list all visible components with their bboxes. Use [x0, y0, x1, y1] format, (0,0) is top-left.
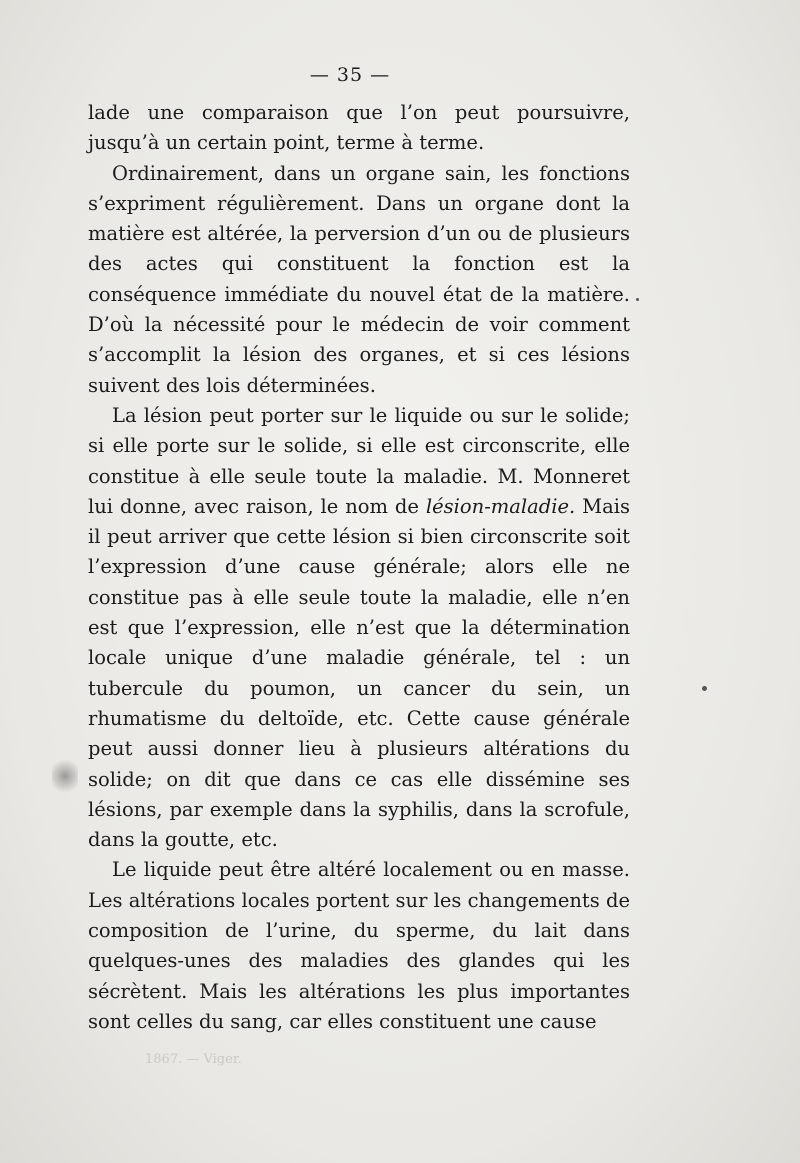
- ink-smudge: [52, 756, 78, 796]
- paragraph-3-start: La lésion peut porter sur le liquide ou sur le solide; si elle porte sur le solide, si elle est circonscrite, elle constitue à elle seule toute la maladie. M. Monneret lui donne, avec raison, le nom de: [88, 403, 630, 518]
- paragraph-4: Le liquide peut être altéré localement ou en masse. Les altérations locales portent sur les changements de composition de l’urine, du sperme, du lait dans quelques-unes des maladies des glandes qui les sécrètent. Mais les altérations les plus importantes sont celles du sang, car elles constituent une cause: [88, 858, 630, 1033]
- paragraph-3-end: Mais il peut arriver que cette lésion si bien circonscrite soit l’expression d’une cause générale; alors elle ne constitue pas à elle seule toute la maladie, elle n’en est que l’expression, elle n’est que la détermination locale unique d’une maladie générale, tel : un tubercule du poumon, un cancer du sein, un rhumatisme du deltoïde, etc. Cette cause générale peut aussi donner lieu à plusieurs altérations du solide; on dit que dans ce cas elle dissémine ses lésions, par exemple dans la syphilis, dans la scrofule, dans la goutte, etc.: [88, 494, 630, 852]
- body-text: [88, 98, 630, 1037]
- ink-speck: [636, 298, 639, 301]
- paragraph-2: Ordinairement, dans un organe sain, les fonctions s’expriment régulièrement. Dans un organe dont la matière est altérée, la perversion d’un ou de plusieurs des actes qui constituent la fonction est la conséquence immédiate du nouvel état de la matière. D’où la nécessité pour le médecin de voir comment s’accomplit la lésion des organes, et si ces lésions suivent des lois déterminées.: [88, 161, 630, 397]
- page-number: — 35 —: [309, 64, 391, 86]
- italic-term: lésion-maladie.: [425, 494, 576, 518]
- footer-signature: 1867. — Viger.: [145, 1052, 242, 1067]
- paragraph-1: lade une comparaison que l’on peut poursuivre, jusqu’à un certain point, terme à terme.: [88, 101, 630, 155]
- ink-speck: [702, 686, 707, 691]
- paragraph-3: [88, 401, 630, 855]
